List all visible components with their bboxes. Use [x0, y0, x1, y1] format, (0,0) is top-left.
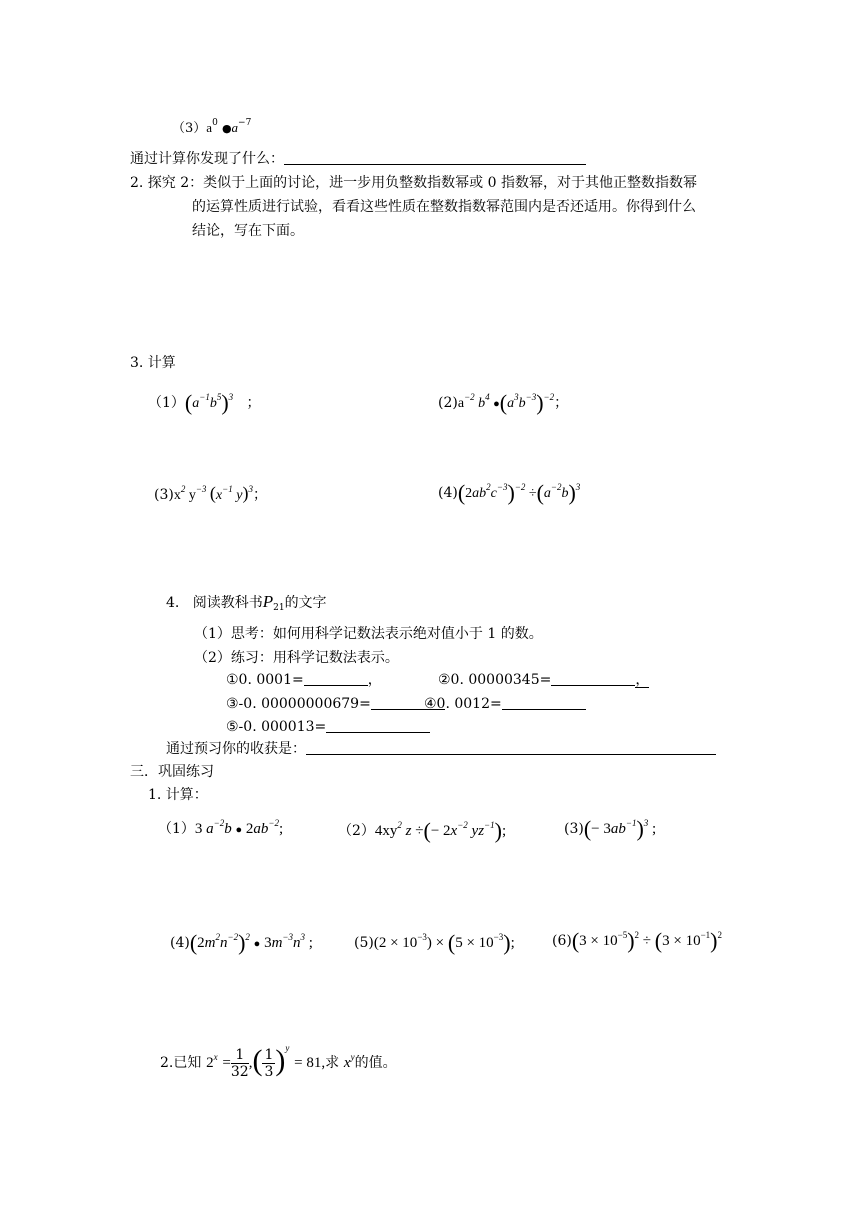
practice-prompt: （2）练习：用科学记数法表示。	[194, 650, 399, 666]
calc3-problem2	[438, 392, 568, 414]
e3-expr: (− $3ab^{-1})^3$ ;	[583, 816, 657, 841]
p1-expr: $(a^{-1}b^5)^3$	[184, 390, 234, 415]
ex2-blank[interactable]	[551, 673, 635, 686]
p2-semicolon: ；	[554, 395, 569, 411]
item3-exp0: 0	[212, 118, 218, 128]
calc3-problem4	[438, 482, 580, 504]
exercise-3	[226, 697, 445, 711]
p1-semicolon: ；	[246, 395, 261, 411]
e4-label: (4)	[170, 935, 190, 951]
q2-base: 2	[206, 1055, 214, 1071]
calc3-problem3	[154, 484, 267, 503]
consolidate-4	[170, 932, 313, 954]
p2-expr: $a^{-2}$ $b^4$ $●(a^3b^{-3})^{-2}$	[457, 390, 555, 415]
item3-exp-7: −7	[238, 118, 252, 128]
page-number: 21	[273, 603, 285, 613]
p2-label: (2)	[438, 395, 458, 411]
given-question: 2.已知 2$^x$ = $\frac{1}{32}$ ,( $\frac{1}{3}$ )$^y$ = 81,求 $x^y$的值。	[160, 1043, 397, 1080]
q2-tail: 的值。	[354, 1055, 397, 1071]
consolidate-5	[354, 932, 515, 954]
p3-label: (3)	[154, 487, 174, 503]
gain-blank[interactable]	[306, 742, 716, 755]
fraction-1-32: $\frac{1}{32}$	[230, 1046, 249, 1080]
consolidate-2	[338, 820, 506, 842]
e5-label: (5)	[354, 935, 374, 951]
read4-text: 阅读教科书	[192, 595, 263, 611]
read4-heading	[166, 592, 327, 613]
gain-text: 通过预习你的收获是：	[166, 741, 306, 757]
answer-blank[interactable]	[284, 152, 586, 165]
e6-expr: $(3 \times 10^{-5})^2 \div (3 \times 10^{-1})^2$	[571, 928, 722, 953]
ex3-text: ③-0. 00000000679=	[226, 696, 371, 712]
explore2-line3: 结论，写在下面。	[192, 223, 304, 239]
section3-heading: 三．巩固练习	[130, 764, 214, 780]
consolidate-6	[552, 930, 722, 952]
calc3-heading: 3. 计算	[130, 355, 176, 371]
p1-label: （1）	[148, 395, 185, 411]
dot-operator: ●	[221, 122, 232, 135]
ex4-text: ④0. 0012=	[424, 696, 502, 712]
e6-label: (6)	[552, 933, 572, 949]
consolidate-1	[158, 818, 284, 837]
consolidate-3	[564, 818, 656, 840]
e2-label: （2）	[338, 823, 375, 839]
fraction-1-3: $\frac{1}{3}$	[264, 1046, 274, 1080]
ex2-comma: ，	[635, 672, 650, 688]
item3-a: a	[206, 120, 213, 135]
ex1-comma: ，	[367, 672, 382, 688]
p3-semicolon: ；	[252, 487, 267, 503]
q2-prefix: 2.已知	[160, 1055, 202, 1071]
e3-label: (3)	[564, 821, 584, 837]
exercise-4	[424, 697, 586, 711]
think-prompt: （1）思考：如何用科学记数法表示绝对值小于 1 的数。	[194, 626, 543, 642]
read4-tail: 的文字	[284, 595, 327, 611]
explore2-line1: 2. 探究 2：类似于上面的讨论，进一步用负整数指数幂或 0 指数幂，对于其他正整数指数幂	[130, 175, 697, 191]
calc3-problem1	[148, 392, 261, 414]
ex2-text: ②0. 00000345=	[438, 672, 552, 688]
page-symbol: P	[262, 592, 274, 611]
exercise-1	[226, 673, 382, 687]
item3	[172, 118, 252, 136]
ex1-text: ①0. 0001=	[226, 672, 304, 688]
p3-expr: $x^2$ $y^{-3}$ ($x^{-1}$ y)$^3$	[173, 483, 253, 503]
found-question	[130, 152, 586, 166]
exercise-5	[226, 720, 430, 734]
ex4-blank[interactable]	[502, 697, 586, 710]
e1-label: （1）	[158, 821, 195, 837]
p4-label: (4)	[438, 485, 458, 501]
e4-expr: $(2m^2n^{-2})^2$ ● $3m^{-3}n^3$ ;	[189, 930, 313, 955]
item3-var: a	[231, 120, 239, 135]
section3-q1: 1. 计算：	[148, 787, 208, 803]
gain-question	[166, 742, 716, 756]
ex5-text: ⑤-0. 000013=	[226, 719, 327, 735]
item3-label: （3）	[172, 121, 207, 136]
q2-mid: 求	[325, 1055, 340, 1071]
exercise-2	[438, 673, 649, 688]
found-question-text: 通过计算你发现了什么：	[130, 151, 284, 167]
e5-expr: $(2 \times 10^{-3}) \times (5 \times 10^{-3})$;	[373, 930, 515, 955]
explore2-line2: 的运算性质进行试验，看看这些性质在整数指数幂范围内是否还适用。你得到什么	[192, 199, 696, 215]
read4-number: 4.	[166, 595, 180, 611]
ex1-blank[interactable]	[304, 673, 368, 686]
ex5-blank[interactable]	[326, 720, 430, 733]
p4-expr: $(2ab^2c^{-3})^{-2} \div(a^{-2}b)^3$	[457, 480, 581, 505]
e1-expr: 3 $a^{-2}b$ ● $2ab^{-2}$;	[194, 818, 284, 837]
e2-expr: $4xy^2$ z ÷(− $2x^{-2}$ $yz^{-1}$);	[374, 818, 507, 843]
